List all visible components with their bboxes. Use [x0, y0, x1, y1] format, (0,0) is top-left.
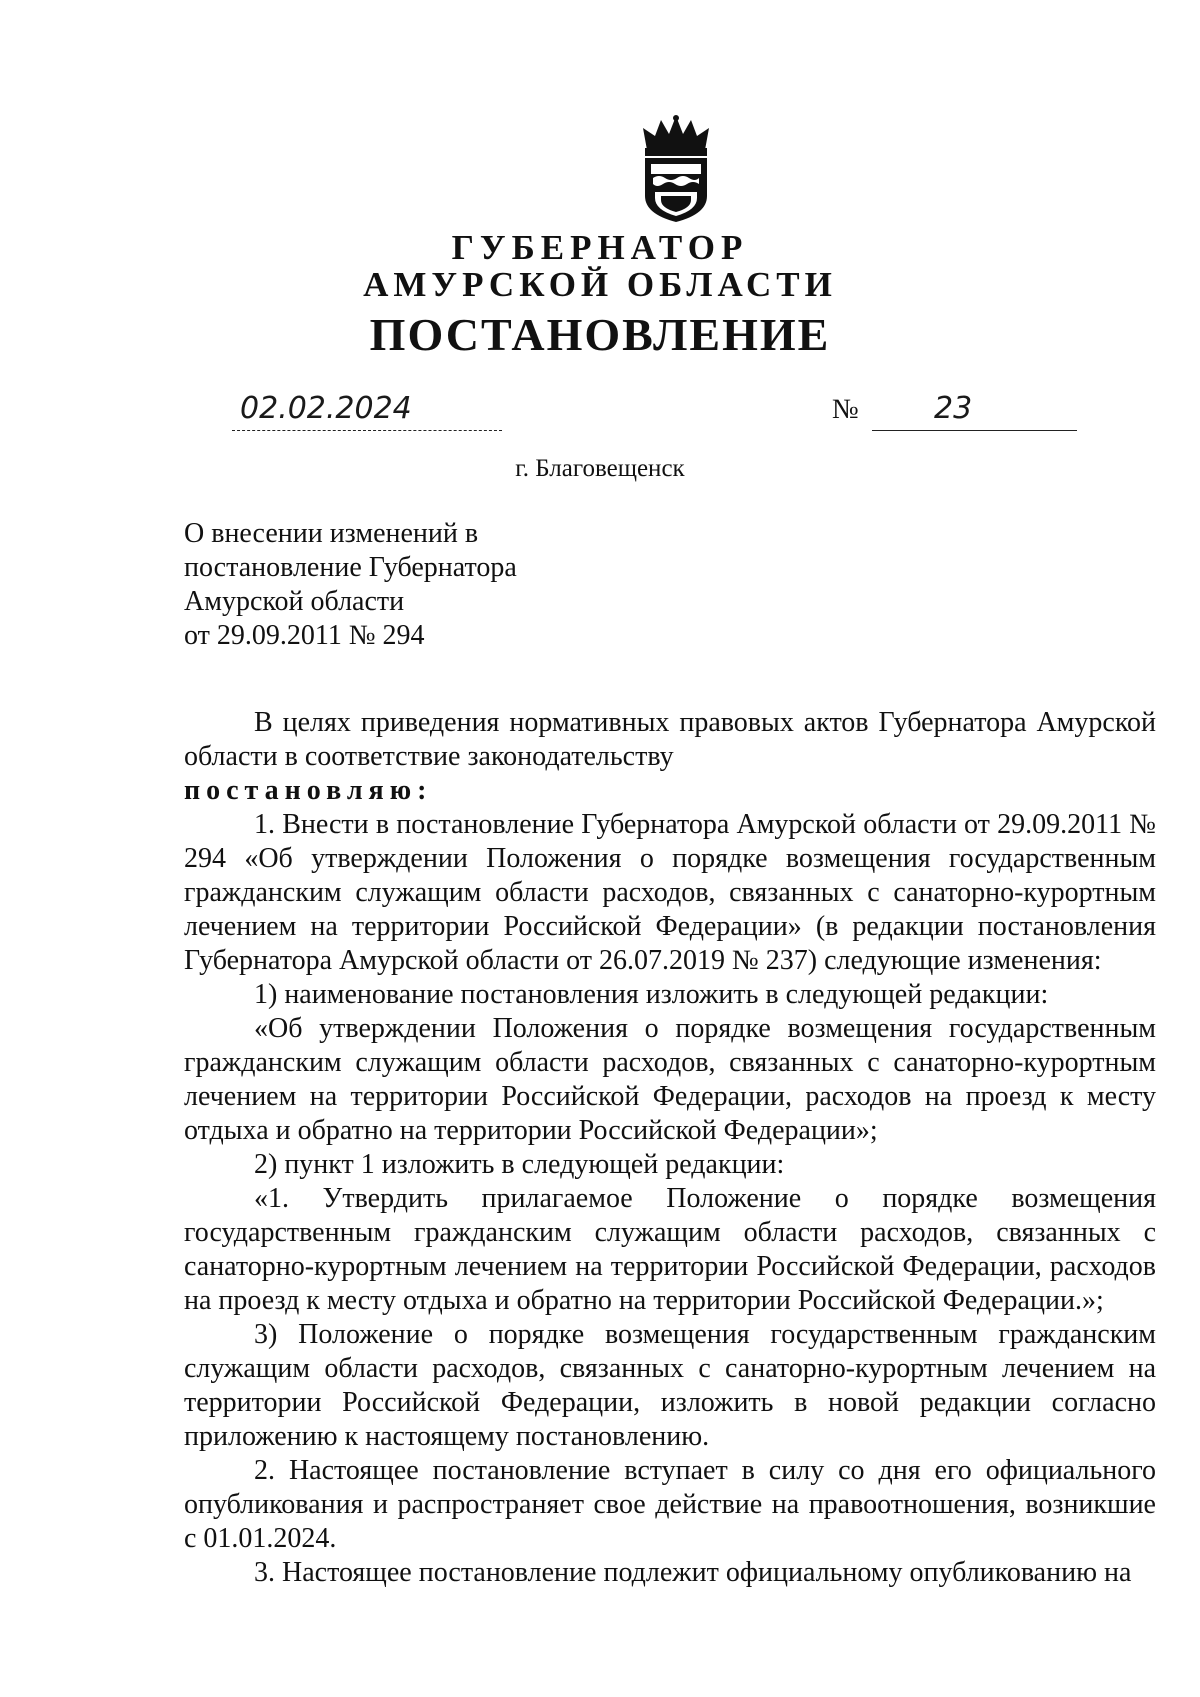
subject-line: Амурской области [184, 586, 405, 617]
document-type: ПОСТАНОВЛЕНИЕ [369, 309, 831, 360]
subject-line: постановление Губернатора [184, 552, 517, 583]
date-field [232, 386, 502, 431]
coat-of-arms-icon [633, 114, 719, 224]
preamble-paragraph: В целях приведения нормативных правовых актов Губернатора Амурской области в соответствие законодательству [184, 707, 1156, 772]
body-paragraph: 2. Настоящее постановление вступает в силу со дня его официального опубликования и распространяет свое действие на правоотношения, возникшие с 01.01.2024. [184, 1455, 1156, 1554]
city-line: г. Благовещенск [515, 455, 685, 482]
subject-block [184, 517, 517, 653]
handwritten-date: 02.02.2024 [240, 391, 412, 426]
body-paragraph: 2) пункт 1 изложить в следующей редакции: [254, 1149, 785, 1180]
body-paragraph: 1) наименование постановления изложить в следующей редакции: [254, 979, 1049, 1010]
document-body [184, 706, 1156, 1590]
body-paragraph: «Об утверждении Положения о порядке возмещения государственным гражданским служащим области расходов, связанных с санаторно-курортным лечением на территории Российской Федерации, расходов на проезд к месту отдыха и обратно на территории Российской Федерации»; [184, 1013, 1156, 1146]
body-paragraph: 1. Внести в постановление Губернатора Амурской области от 29.09.2011 № 294 «Об утверждении Положения о порядке возмещения государственным гражданским служащим области расходов, связанных с санаторно-курортным лечением на территории Российской Федерации» (в редакции постановления Губернатора Амурской области от 26.07.2019 № 237) следующие изменения: [184, 809, 1156, 976]
body-paragraph: 3) Положение о порядке возмещения государственным гражданским служащим области расходов, связанных с санаторно-курортным лечением на территории Российской Федерации, изложить в новой редакции согласно приложению к настоящему постановлению. [184, 1319, 1156, 1452]
issuer-region: АМУРСКОЙ ОБЛАСТИ [363, 265, 837, 304]
body-paragraph: 3. Настоящее постановление подлежит официальному опубликованию на [254, 1557, 1132, 1588]
subject-line: О внесении изменений в [184, 518, 479, 549]
resolution-keyword: постановляю: [184, 775, 433, 806]
handwritten-number: 23 [934, 391, 973, 426]
number-field [872, 386, 1077, 431]
number-label: № [832, 394, 859, 425]
subject-line: от 29.09.2011 № 294 [184, 620, 425, 651]
issuer-title: ГУБЕРНАТОР [451, 228, 749, 267]
body-paragraph: «1. Утвердить прилагаемое Положение о порядке возмещения государственным гражданским служащим области расходов, связанных с санаторно-курортным лечением на территории Российской Федерации, расходов на проезд к месту отдыха и обратно на территории Российской Федерации.»; [184, 1183, 1156, 1316]
